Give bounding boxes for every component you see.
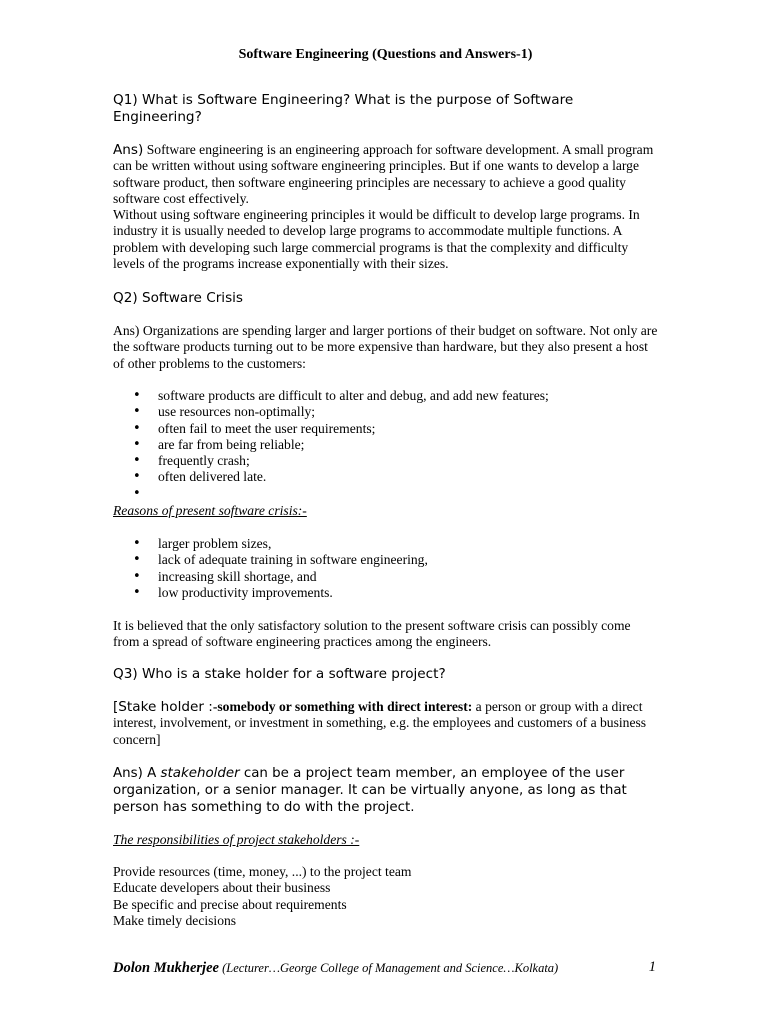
answer-1-text-2: Without using software engineering principles it would be difficult to develop large programs. In industry it is usually needed to develop large programs to accommodate multiple functions. A problem with developing such large commercial programs is that the complexity and difficulty levels of the programs increase exponentially with their sizes.: [113, 207, 640, 272]
bullet-icon: •: [133, 485, 141, 501]
responsibilities-list: [113, 864, 658, 929]
list-item: • often delivered late.: [133, 469, 267, 485]
answer-3-italic: stakeholder: [160, 766, 240, 781]
bullet-icon: •: [133, 536, 141, 551]
list-item: Provide resources (time, money, ...) to the project team: [113, 864, 412, 879]
reasons-heading: Reasons of present software crisis:-: [113, 503, 307, 518]
page-footer: [113, 959, 658, 977]
bullet-icon: •: [133, 552, 141, 568]
list-item: • are far from being reliable;: [133, 436, 305, 452]
bullet-icon: •: [133, 568, 141, 584]
list-item: • lack of adequate training in software engineering,: [133, 552, 428, 568]
list-item: • increasing skill shortage, and: [133, 568, 317, 584]
reasons-list: [113, 536, 658, 601]
bullet-icon: •: [133, 453, 141, 469]
list-item: Make timely decisions: [113, 912, 237, 928]
bullet-icon: •: [133, 584, 141, 600]
list-item: • use resources non-optimally;: [133, 404, 316, 420]
list-item: • often fail to meet the user requirements;: [133, 420, 376, 436]
answer-1-prefix: Ans): [113, 142, 144, 158]
problem-list: [113, 388, 658, 502]
bullet-icon: •: [133, 404, 141, 420]
definition-text: a person or group with a direct interest, involvement, or investment in something, e.g. the employees and customers of a business concern]: [113, 699, 647, 747]
list-item: Educate developers about their business: [113, 880, 331, 896]
answer-3-text: can be a project team member, an employee of the user organization, or a senior manager. It can be virtually anyone, as long as that person has something to do with the project.: [113, 766, 627, 815]
bullet-icon: •: [133, 420, 141, 436]
list-item: • larger problem sizes,: [133, 536, 272, 551]
bullet-icon: •: [133, 469, 141, 485]
answer-1-text: Software engineering is an engineering approach for software development. A small program can be written without using software engineering principles. But if one wants to develop a large software product, then software engineering principles are necessary to achieve a good quality software cost effectively.: [113, 142, 654, 206]
list-item: [113, 486, 658, 502]
bullet-icon: •: [133, 388, 141, 403]
stakeholder-definition: [113, 699, 658, 748]
answer-3-prefix: Ans) A: [113, 766, 161, 781]
crisis-conclusion: It is believed that the only satisfactory solution to the present software crisis can possibly come from a spread of software engineering practices among the engineers.: [113, 618, 631, 650]
page-number: 1: [648, 959, 656, 975]
definition-bold: -somebody or something with direct interest:: [212, 699, 473, 714]
list-item: • software products are difficult to alter and debug, and add new features;: [133, 388, 549, 403]
bullet-icon: •: [133, 436, 141, 452]
answer-3: [113, 765, 658, 816]
responsibilities-heading: The responsibilities of project stakeholders :-: [113, 832, 360, 847]
footer-author: Dolon Mukherjee: [113, 960, 219, 976]
question-2: Q2) Software Crisis: [113, 290, 244, 306]
footer-affiliation: (Lecturer…George College of Management and Science…Kolkata): [218, 961, 559, 975]
document-title: Software Engineering (Questions and Answers-1): [238, 47, 533, 62]
definition-prefix: [Stake holder :: [113, 699, 213, 715]
answer-1: [113, 142, 658, 272]
list-item: • frequently crash;: [133, 453, 250, 469]
question-1: Q1) What is Software Engineering? What is the purpose of Software Engineering?: [113, 92, 574, 125]
list-item: Be specific and precise about requirements: [113, 896, 347, 912]
list-item: • low productivity improvements.: [133, 584, 333, 600]
question-3: Q3) Who is a stake holder for a software project?: [113, 666, 446, 682]
answer-2: Ans) Organizations are spending larger and larger portions of their budget on software. Not only are the software products turning out to be more expensive than hardware, but they also present a host of other problems to the customers:: [113, 323, 658, 371]
